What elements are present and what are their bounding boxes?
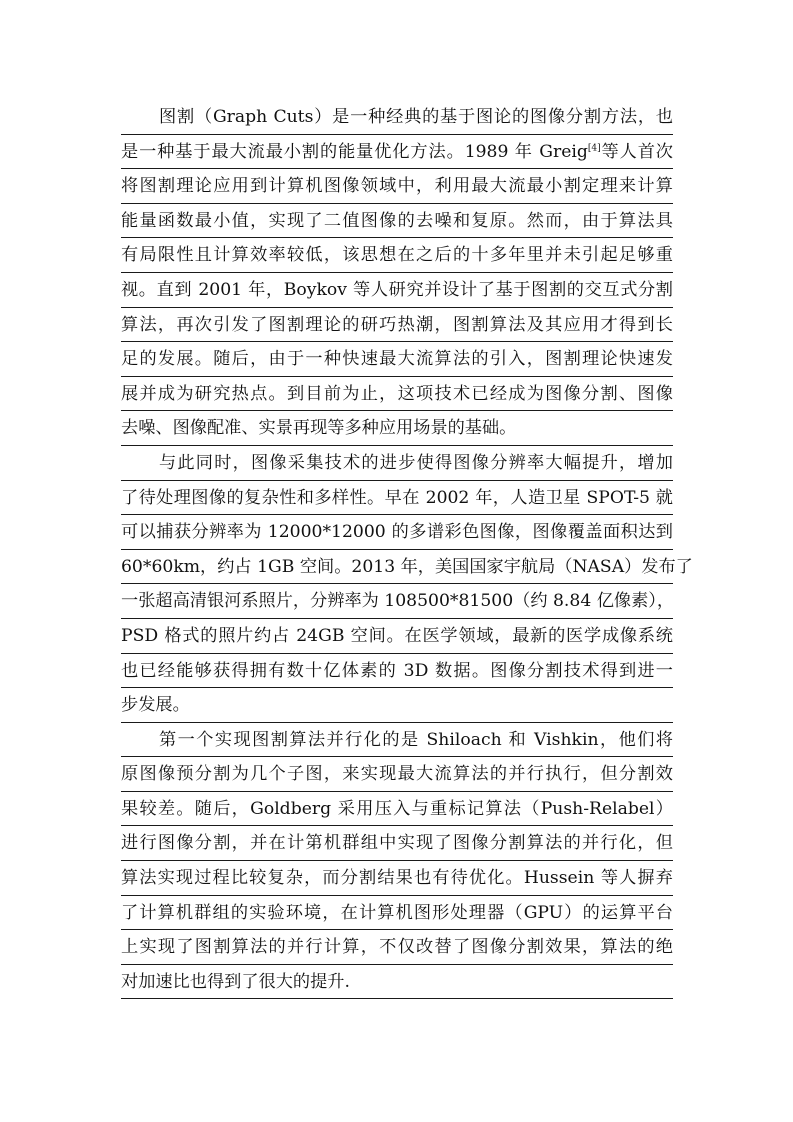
- text-line: 去噪、图像配准、实景再现等多种应用场景的基础。: [121, 411, 673, 446]
- paragraph-2: [121, 446, 693, 723]
- paragraph-1: [121, 100, 673, 446]
- text-line-segment: 是一种基于最大流最小割的能量优化方法。1989 年 Greig: [121, 141, 588, 162]
- text-line: 一张超高清银河系照片，分辨率为 108500*81500（约 8.84 亿像素），: [121, 584, 673, 619]
- text-line: 足的发展。随后，由于一种快速最大流算法的引入，图割理论快速发: [121, 342, 673, 377]
- text-line: 60*60km，约占 1GB 空间。2013 年，美国国家宇航局（NASA）发布了: [121, 550, 673, 585]
- text-line: 果较差。随后，Goldberg 采用压入与重标记算法（Push-Relabel）: [121, 792, 673, 827]
- paragraph-3: [121, 723, 673, 1000]
- text-line-segment: 等人首次: [600, 141, 673, 162]
- text-line: 也已经能够获得拥有数十亿体素的 3D 数据。图像分割技术得到进一: [121, 654, 673, 689]
- text-line: 有局限性且计算效率较低，该思想在之后的十多年里并未引起足够重: [121, 238, 673, 273]
- text-line: 图割（Graph Cuts）是一种经典的基于图论的图像分割方法，也: [121, 100, 673, 135]
- text-line: 将图割理论应用到计算机图像领域中，利用最大流最小割定理来计算: [121, 169, 673, 204]
- text-line: 可以捕获分辨率为 12000*12000 的多谱彩色图像，图像覆盖面积达到: [121, 515, 673, 550]
- text-line: 原图像预分割为几个子图，来实现最大流算法的并行执行，但分割效: [121, 757, 673, 792]
- text-line: 对加速比也得到了很大的提升.: [121, 965, 673, 1000]
- text-line: 与此同时，图像采集技术的进步使得图像分辨率大幅提升，增加: [121, 446, 673, 481]
- text-line: 了待处理图像的复杂性和多样性。早在 2002 年，人造卫星 SPOT-5 就: [121, 481, 673, 516]
- citation-marker: [4]: [587, 142, 601, 153]
- text-line: 上实现了图割算法的并行计算，不仅改替了图像分割效果，算法的绝: [121, 930, 673, 965]
- text-line: [121, 135, 673, 170]
- text-line: 算法，再次引发了图割理论的研巧热潮，图割算法及其应用才得到长: [121, 308, 673, 343]
- text-line: 算法实现过程比较复杂，而分割结果也有待优化。Hussein 等人摒弃: [121, 861, 673, 896]
- text-line: 第一个实现图割算法并行化的是 Shiloach 和 Vishkin，他们将: [121, 723, 673, 758]
- text-line: 步发展。: [121, 688, 673, 723]
- text-line: 进行图像分割，并在计第机群组中实现了图像分割算法的并行化，但: [121, 826, 673, 861]
- text-line: 视。直到 2001 年，Boykov 等人研究并设计了基于图割的交互式分割: [121, 273, 673, 308]
- text-line: 能量函数最小值，实现了二值图像的去噪和复原。然而，由于算法具: [121, 204, 673, 239]
- text-line: 了计算机群组的实验环境，在计算机图形处理器（GPU）的运算平台: [121, 896, 673, 931]
- body-text: [121, 100, 693, 999]
- text-line: PSD 格式的照片约占 24GB 空间。在医学领域，最新的医学成像系统: [121, 619, 673, 654]
- text-line: 展并成为研究热点。到目前为止，这项技术已经成为图像分割、图像: [121, 377, 673, 412]
